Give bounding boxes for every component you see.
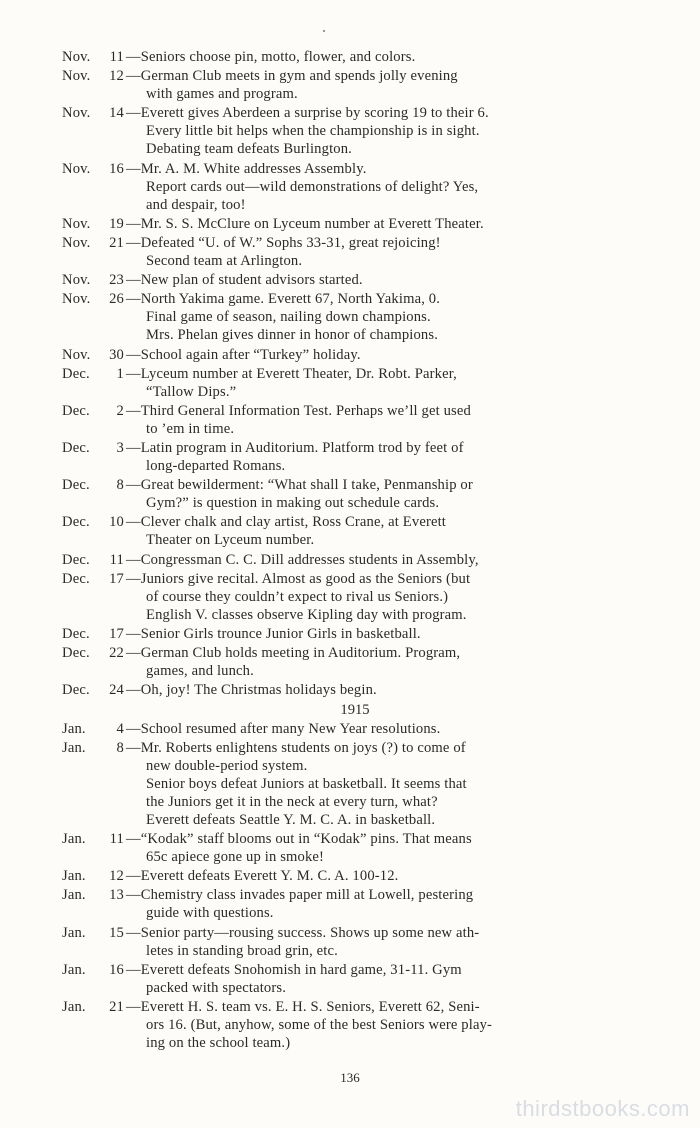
entry-line: —New plan of student advisors started.: [126, 272, 363, 289]
entry-line: Every little bit helps when the championship is in sight.: [146, 123, 480, 140]
entry-line: Senior boys defeat Juniors at basketball. It seems that: [146, 775, 467, 792]
calendar-entry: [62, 886, 618, 922]
calendar-entry: [62, 290, 618, 344]
entry-month: Nov.: [62, 215, 91, 232]
entry-day: 16: [109, 160, 124, 177]
entry-day: 11: [109, 49, 124, 65]
entry-day: 8: [116, 477, 124, 494]
entry-month: Jan.: [62, 924, 86, 941]
entry-day: 1: [116, 365, 124, 382]
calendar-entry: [62, 739, 618, 829]
entry-line: —German Club holds meeting in Auditorium. Program,: [126, 645, 461, 662]
calendar-entry: [62, 402, 618, 438]
entry-month: Nov.: [62, 346, 91, 363]
entry-text: [126, 48, 618, 66]
entry-day: 11: [109, 830, 124, 847]
entry-line: —Senior Girls trounce Junior Girls in basketball.: [126, 626, 421, 642]
entry-day: 17: [109, 626, 124, 642]
entry-month: Jan.: [62, 887, 86, 904]
entry-text: [126, 215, 618, 233]
entry-text: [126, 271, 618, 289]
entry-line: —Seniors choose pin, motto, flower, and colors.: [126, 49, 416, 65]
calendar-entry: [62, 998, 618, 1052]
entry-text: [126, 290, 618, 344]
entry-text: [126, 346, 618, 364]
entry-day: 4: [116, 720, 124, 737]
entry-month: Dec.: [62, 551, 90, 568]
calendar-entry: [62, 346, 618, 364]
entry-day: 23: [109, 272, 124, 289]
calendar-entry: [62, 867, 618, 885]
entry-text: [126, 720, 618, 738]
calendar-entry: [62, 476, 618, 512]
entry-line: —Third General Information Test. Perhaps we’ll get used: [126, 402, 471, 419]
entry-month: Dec.: [62, 626, 90, 642]
entry-day: 17: [109, 570, 124, 587]
entry-line: —Oh, joy! The Christmas holidays begin.: [126, 682, 377, 699]
entry-day: 11: [109, 551, 124, 568]
entry-month: Dec.: [62, 570, 90, 587]
entry-day: 13: [109, 887, 124, 904]
entry-day: 19: [109, 215, 124, 232]
entry-day: 2: [116, 402, 124, 419]
calendar-entry: [62, 625, 618, 643]
page-number: 136: [340, 1070, 360, 1085]
year-heading: 1915: [340, 701, 370, 718]
entry-month: Dec.: [62, 477, 90, 494]
entry-line: and despair, too!: [146, 196, 246, 213]
entry-text: [126, 924, 618, 960]
entry-line: —Mr. Roberts enlightens students on joys (?) to come of: [126, 739, 466, 756]
entry-line: —School again after “Turkey” holiday.: [126, 346, 361, 363]
entry-line: —Congressman C. C. Dill addresses students in Assembly,: [126, 551, 479, 568]
entry-month: Dec.: [62, 682, 90, 699]
entry-line: —Everett gives Aberdeen a surprise by scoring 19 to their 6.: [126, 105, 489, 122]
entry-line: —School resumed after many New Year resolutions.: [126, 720, 441, 737]
entry-line: —Lyceum number at Everett Theater, Dr. Robt. Parker,: [126, 365, 457, 382]
calendar-entry: [62, 439, 618, 475]
entry-month: Jan.: [62, 720, 86, 737]
entry-text: [126, 67, 618, 103]
entry-line: Second team at Arlington.: [146, 252, 303, 269]
calendar-entry: [62, 681, 618, 699]
entry-line: —Mr. S. S. McClure on Lyceum number at Everett Theater.: [126, 215, 484, 232]
entry-month: Nov.: [62, 234, 91, 251]
entry-text: [126, 961, 618, 997]
entry-text: [126, 513, 618, 549]
entry-line: —Defeated “U. of W.” Sophs 33-31, great rejoicing!: [126, 234, 441, 251]
calendar-entry: [62, 830, 618, 866]
entry-month: Nov.: [62, 105, 91, 122]
entry-line: 65c apiece gone up in smoke!: [146, 848, 325, 865]
entry-line: —“Kodak” staff blooms out in “Kodak” pins. That means: [126, 830, 472, 847]
entry-month: Dec.: [62, 645, 90, 662]
calendar-entry: [62, 365, 618, 401]
entry-line: ors 16. (But, anyhow, some of the best Seniors were play-: [146, 1016, 493, 1033]
entry-text: [126, 998, 618, 1052]
entry-day: 8: [116, 739, 124, 756]
entry-text: [126, 439, 618, 475]
entry-line: —Latin program in Auditorium. Platform trod by feet of: [126, 440, 464, 457]
calendar-entry: [62, 215, 618, 233]
calendar-entry: [62, 271, 618, 289]
entry-day: 21: [109, 998, 124, 1015]
entry-text: [126, 644, 618, 680]
calendar-entry: [62, 961, 618, 997]
entry-month: Jan.: [62, 868, 86, 885]
entry-line: to ’em in time.: [146, 420, 235, 437]
entry-day: 12: [109, 868, 124, 885]
entry-day: 24: [109, 682, 124, 699]
entry-line: the Juniors get it in the neck at every turn, what?: [146, 793, 438, 810]
entry-day: 12: [109, 68, 124, 85]
entry-line: ing on the school team.): [146, 1034, 291, 1051]
entry-month: Jan.: [62, 830, 86, 847]
entry-line: Report cards out—wild demonstrations of delight? Yes,: [146, 178, 479, 195]
entry-line: Theater on Lyceum number.: [146, 532, 315, 549]
entry-line: —Everett defeats Snohomish in hard game, 31-11. Gym: [126, 961, 462, 978]
entry-text: [126, 476, 618, 512]
entry-line: letes in standing broad grin, etc.: [146, 942, 338, 959]
entry-line: —Everett H. S. team vs. E. H. S. Seniors, Everett 62, Seni-: [126, 998, 480, 1015]
entry-line: new double-period system.: [146, 757, 308, 774]
calendar-entry: [62, 924, 618, 960]
entry-line: —German Club meets in gym and spends jolly evening: [126, 68, 458, 85]
entry-line: —North Yakima game. Everett 67, North Yakima, 0.: [126, 291, 441, 308]
entry-line: with games and program.: [146, 86, 298, 103]
entry-text: [126, 104, 618, 158]
entry-line: —Great bewilderment: “What shall I take, Penmanship or: [126, 477, 473, 494]
calendar-entry: [62, 104, 618, 158]
entry-month: Nov.: [62, 291, 91, 308]
entry-line: —Clever chalk and clay artist, Ross Crane, at Everett: [126, 514, 446, 531]
entry-day: 15: [109, 924, 124, 941]
entry-line: Mrs. Phelan gives dinner in honor of champions.: [146, 327, 438, 344]
entry-line: —Senior party—rousing success. Shows up some new ath-: [126, 924, 480, 941]
entry-text: [126, 681, 618, 699]
entry-day: 30: [109, 346, 124, 363]
entry-text: [126, 365, 618, 401]
entry-month: Nov.: [62, 160, 91, 177]
entry-day: 3: [116, 440, 124, 457]
entry-day: 10: [109, 514, 124, 531]
entry-line: long-departed Romans.: [146, 458, 286, 475]
entry-line: of course they couldn’t expect to rival us Seniors.): [146, 588, 449, 605]
entry-text: [126, 160, 618, 214]
entry-line: —Mr. A. M. White addresses Assembly.: [126, 160, 367, 177]
calendar-entry: [62, 234, 618, 270]
entry-line: guide with questions.: [146, 905, 274, 922]
entry-line: “Tallow Dips.”: [146, 383, 237, 400]
calendar-entry: [62, 67, 618, 103]
entry-month: Dec.: [62, 514, 90, 531]
calendar-entry: [62, 160, 618, 214]
entry-text: [126, 234, 618, 270]
entry-line: Debating team defeats Burlington.: [146, 141, 352, 158]
entry-month: Nov.: [62, 49, 91, 65]
entry-day: 22: [109, 645, 124, 662]
calendar-entry: [62, 570, 618, 624]
entry-line: Final game of season, nailing down champions.: [146, 309, 431, 326]
entry-month: Dec.: [62, 402, 90, 419]
entry-month: Jan.: [62, 739, 86, 756]
entry-month: Jan.: [62, 961, 86, 978]
entry-line: Everett defeats Seattle Y. M. C. A. in basketball.: [146, 811, 436, 828]
calendar-page: [62, 48, 618, 1053]
entry-day: 26: [109, 291, 124, 308]
entry-month: Dec.: [62, 365, 90, 382]
entry-line: —Chemistry class invades paper mill at Lowell, pestering: [126, 887, 474, 904]
calendar-entry: [62, 551, 618, 569]
entry-line: packed with spectators.: [146, 979, 287, 996]
entry-text: [126, 739, 618, 829]
entry-month: Nov.: [62, 272, 91, 289]
entry-line: Gym?” is question in making out schedule cards.: [146, 495, 440, 512]
entry-line: English V. classes observe Kipling day with program.: [146, 606, 467, 623]
calendar-entry: [62, 48, 618, 66]
entry-month: Dec.: [62, 440, 90, 457]
entry-text: [126, 830, 618, 866]
entry-text: [126, 402, 618, 438]
entry-month: Jan.: [62, 998, 86, 1015]
calendar-entry: [62, 644, 618, 680]
calendar-entry: [62, 513, 618, 549]
entry-month: Nov.: [62, 68, 91, 85]
calendar-entry: [62, 720, 618, 738]
entry-text: [126, 551, 618, 569]
entry-text: [126, 886, 618, 922]
print-speck: [323, 30, 325, 32]
entry-line: —Everett defeats Everett Y. M. C. A. 100-12.: [126, 868, 399, 885]
entry-day: 14: [109, 105, 124, 122]
entry-text: [126, 625, 618, 643]
entry-day: 21: [109, 234, 124, 251]
entry-day: 16: [109, 961, 124, 978]
watermark: thirdstbooks.com: [515, 1096, 690, 1121]
entry-text: [126, 867, 618, 885]
entry-line: —Juniors give recital. Almost as good as the Seniors (but: [126, 570, 471, 587]
entry-text: [126, 570, 618, 624]
entry-line: games, and lunch.: [146, 663, 254, 680]
